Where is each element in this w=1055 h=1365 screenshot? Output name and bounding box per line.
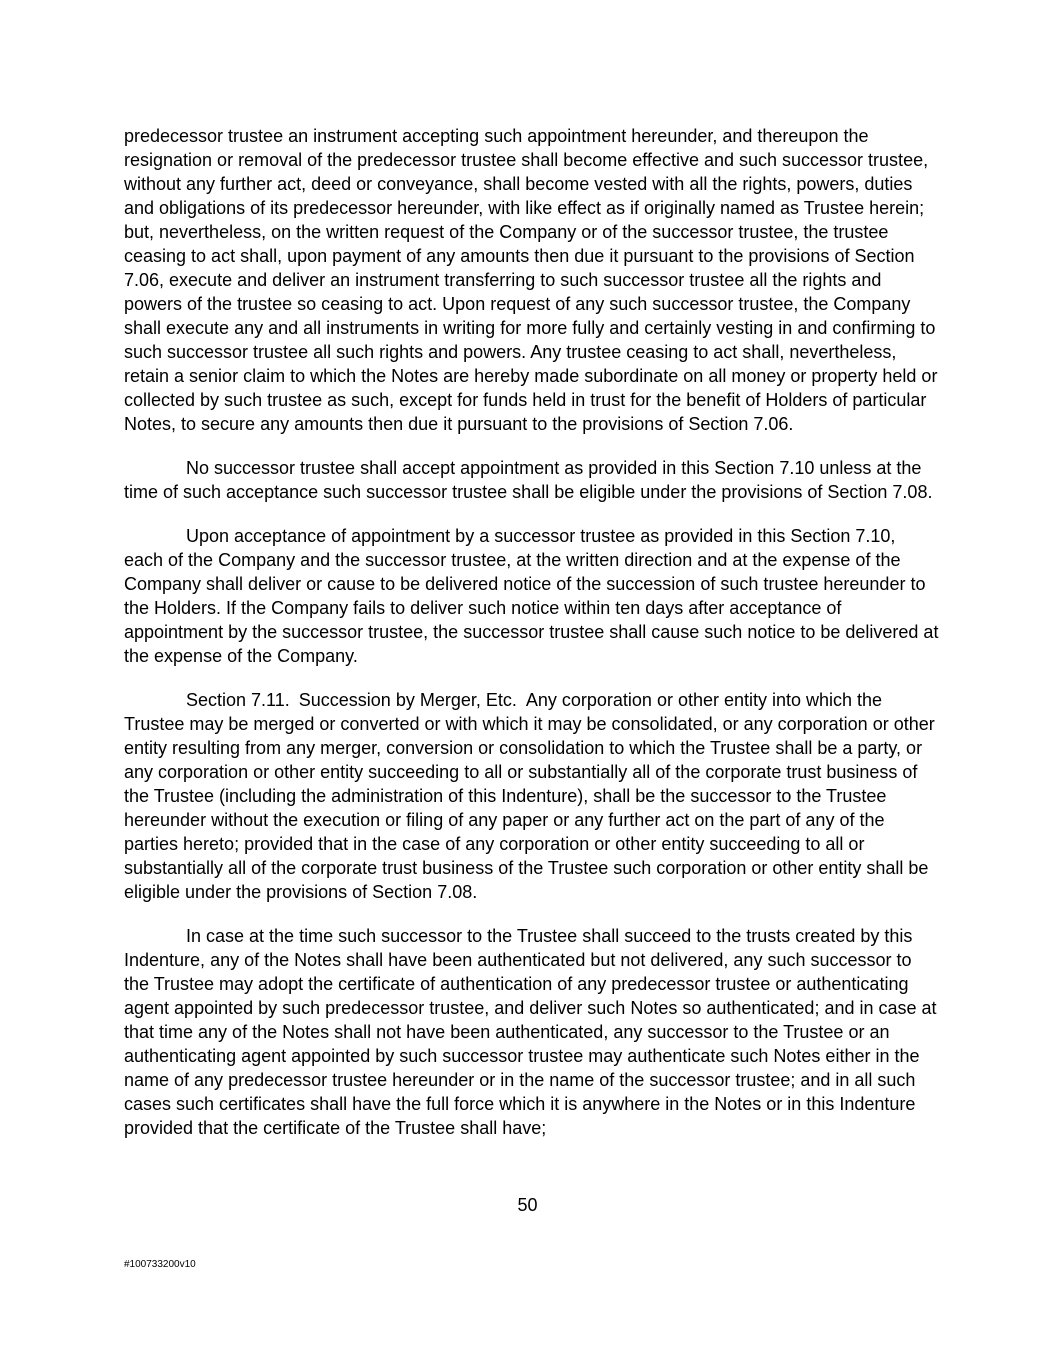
section-heading: Succession by Merger, Etc. bbox=[298, 690, 517, 710]
paragraph-authentication: In case at the time such successor to the Trustee shall succeed to the trusts created by this Indenture, any of the Notes shall have been authenticated but not delivered, any such successor to the Trustee may adopt the certificate of authentication of any predecessor trustee or authenticating agent appointed by such predecessor trustee, and deliver such Notes so authenticated; and in case at that time any of the Notes shall not have been authenticated, any successor to the Trustee or an authenticating agent appointed by such successor trustee may authenticate such Notes either in the name of any predecessor trustee hereunder or in the name of the successor trustee; and in all such cases such certificates shall have the full force which it is anywhere in the Notes or in this Indenture provided that the certificate of the Trustee shall have; bbox=[124, 926, 937, 1138]
section-text: Any corporation or other entity into which the Trustee may be merged or converted or with which it may be consolidated, or any corporation or other entity resulting from any merger, conversion or consolidation to which the Trustee shall be a party, or any corporation or other entity succeeding to all or substantially all of the corporate trust business of the Trustee (including the administration of this Indenture), shall be the successor to the Trustee hereunder without the execution or filing of any paper or any further act on the part of any of the parties hereto; provided that in the case of any corporation or other entity succeeding to all or substantially all of the corporate trust business of the Trustee such corporation or other entity shall be eligible under the provisions of Section 7.08. bbox=[124, 690, 935, 902]
page-number: 50 bbox=[517, 1195, 538, 1215]
paragraph-continuation: predecessor trustee an instrument accepting such appointment hereunder, and thereupon the resignation or removal of the predecessor trustee shall become effective and such successor trustee, without any further act, deed or conveyance, shall become vested with all the rights, powers, duties and obligations of its predecessor hereunder, with like effect as if originally named as Trustee herein; but, nevertheless, on the written request of the Company or of the successor trustee, the trustee ceasing to act shall, upon payment of any amounts then due it pursuant to the provisions of Section 7.06, execute and deliver an instrument transferring to such successor trustee all the rights and powers of the trustee so ceasing to act. Upon request of any such successor trustee, the Company shall execute any and all instruments in writing for more fully and certainly vesting in and confirming to such successor trustee all such rights and powers. Any trustee ceasing to act shall, nevertheless, retain a senior claim to which the Notes are hereby made subordinate on all money or property held or collected by such trustee as such, except for funds held in trust for the benefit of Holders of particular Notes, to secure any amounts then due it pursuant to the provisions of Section 7.06. bbox=[124, 126, 938, 434]
body-text bbox=[124, 124, 939, 1160]
paragraph-successor-eligibility: No successor trustee shall accept appointment as provided in this Section 7.10 unless at the time of such acceptance such successor trustee shall be eligible under the provisions of Section 7.08. bbox=[124, 458, 933, 502]
section-number: Section 7.11. bbox=[186, 690, 290, 710]
paragraph-notice-of-succession: Upon acceptance of appointment by a successor trustee as provided in this Section 7.10, each of the Company and the successor trustee, at the written direction and at the expense of the Company shall deliver or cause to be delivered notice of the succession of such trustee hereunder to the Holders. If the Company fails to deliver such notice within ten days after acceptance of appointment by the successor trustee, the successor trustee shall cause such notice to be delivered at the expense of the Company. bbox=[124, 526, 939, 666]
document-id: #100733200v10 bbox=[124, 1259, 196, 1270]
section-7-11 bbox=[124, 688, 939, 904]
